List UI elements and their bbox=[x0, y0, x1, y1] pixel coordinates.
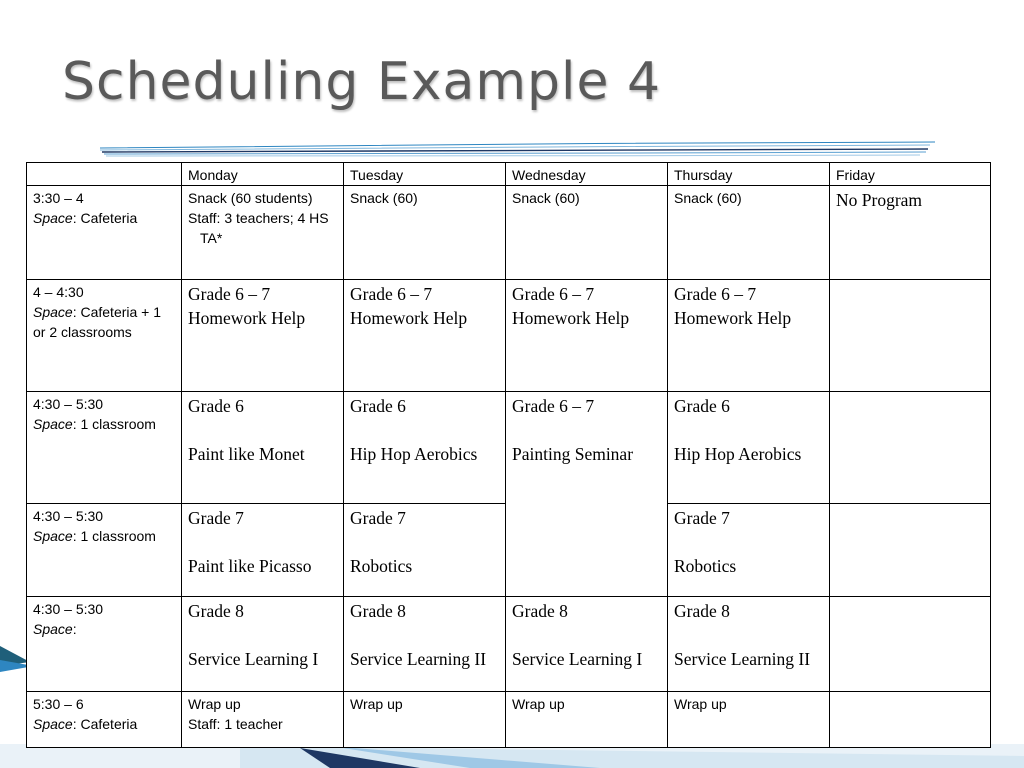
activity-label: Service Learning I bbox=[188, 649, 319, 669]
space-info bbox=[33, 619, 176, 639]
table-row bbox=[27, 392, 991, 504]
grade-label: Grade 6 bbox=[350, 396, 406, 416]
friday-cell bbox=[830, 392, 991, 504]
space-label: Space bbox=[33, 621, 73, 637]
grade-label: Grade 8 bbox=[674, 601, 730, 621]
staff-line: Staff: 3 teachers; 4 HS TA* bbox=[188, 210, 329, 246]
friday-cell bbox=[830, 692, 991, 748]
tuesday-cell bbox=[344, 597, 506, 692]
activity-label: Robotics bbox=[674, 556, 737, 576]
monday-cell bbox=[182, 186, 344, 280]
time-slot: 4 – 4:30 bbox=[33, 284, 84, 300]
title-underline-decoration bbox=[100, 140, 940, 160]
staff-line: Staff: 1 teacher bbox=[188, 716, 283, 732]
friday-cell: No Program bbox=[830, 186, 991, 280]
time-slot: 4:30 – 5:30 bbox=[33, 508, 104, 524]
wednesday-cell bbox=[506, 597, 668, 692]
friday-cell bbox=[830, 280, 991, 392]
grade-label: Grade 7 bbox=[674, 508, 730, 528]
space-info bbox=[33, 714, 176, 734]
schedule-table bbox=[26, 162, 991, 748]
tuesday-cell bbox=[344, 504, 506, 597]
space-value: : 1 classroom bbox=[72, 528, 156, 544]
activity-label: Service Learning I bbox=[512, 649, 643, 669]
wednesday-cell: Snack (60) bbox=[506, 186, 668, 280]
wednesday-cell: Wrap up bbox=[506, 692, 668, 748]
space-info bbox=[33, 414, 176, 434]
time-cell bbox=[27, 186, 182, 280]
activity-label: Hip Hop Aerobics bbox=[674, 444, 802, 464]
monday-cell bbox=[182, 504, 344, 597]
time-slot: 4:30 – 5:30 bbox=[33, 396, 104, 412]
time-cell bbox=[27, 692, 182, 748]
grade-label: Grade 7 bbox=[350, 508, 406, 528]
tuesday-cell bbox=[344, 392, 506, 504]
space-value: : Cafeteria bbox=[72, 716, 138, 732]
space-label: Space bbox=[33, 304, 73, 320]
activity-label: Service Learning II bbox=[674, 649, 811, 669]
table-row bbox=[27, 186, 991, 280]
header-thursday: Thursday bbox=[668, 163, 830, 186]
monday-cell bbox=[182, 597, 344, 692]
table-row bbox=[27, 692, 991, 748]
space-label: Space bbox=[33, 528, 73, 544]
space-label: Space bbox=[33, 210, 73, 226]
activity-line: Wrap up bbox=[188, 696, 241, 712]
grade-label: Grade 8 bbox=[188, 601, 244, 621]
time-slot: 5:30 – 6 bbox=[33, 696, 84, 712]
space-label: Space bbox=[33, 716, 73, 732]
header-tuesday: Tuesday bbox=[344, 163, 506, 186]
activity-label: Painting Seminar bbox=[512, 444, 634, 464]
space-value: : Cafeteria + 1 or 2 classrooms bbox=[33, 304, 162, 340]
tuesday-cell: Wrap up bbox=[344, 692, 506, 748]
table-row bbox=[27, 280, 991, 392]
tuesday-cell: Snack (60) bbox=[344, 186, 506, 280]
time-cell bbox=[27, 392, 182, 504]
monday-cell: Grade 6 – 7 Homework Help bbox=[182, 280, 344, 392]
thursday-cell bbox=[668, 392, 830, 504]
header-wednesday: Wednesday bbox=[506, 163, 668, 186]
header-corner-cell bbox=[27, 163, 182, 186]
time-cell bbox=[27, 504, 182, 597]
space-value: : Cafeteria bbox=[72, 210, 138, 226]
thursday-cell: Snack (60) bbox=[668, 186, 830, 280]
friday-cell bbox=[830, 597, 991, 692]
time-slot: 4:30 – 5:30 bbox=[33, 601, 104, 617]
grade-label: Grade 8 bbox=[350, 601, 406, 621]
header-monday: Monday bbox=[182, 163, 344, 186]
thursday-cell bbox=[668, 504, 830, 597]
activity-line: Snack (60 students) bbox=[188, 190, 313, 206]
grade-label: Grade 8 bbox=[512, 601, 568, 621]
monday-cell bbox=[182, 392, 344, 504]
space-info bbox=[33, 208, 176, 228]
grade-label: Grade 6 bbox=[188, 396, 244, 416]
wednesday-cell bbox=[506, 392, 668, 597]
thursday-cell bbox=[668, 597, 830, 692]
space-info bbox=[33, 302, 176, 342]
grade-label: Grade 6 bbox=[674, 396, 730, 416]
slide-title: Scheduling Example 4 bbox=[62, 52, 662, 112]
thursday-cell: Grade 6 – 7 Homework Help bbox=[668, 280, 830, 392]
space-value: : 1 classroom bbox=[72, 416, 156, 432]
monday-cell bbox=[182, 692, 344, 748]
activity-label: Service Learning II bbox=[350, 649, 487, 669]
tuesday-cell: Grade 6 – 7 Homework Help bbox=[344, 280, 506, 392]
header-friday: Friday bbox=[830, 163, 991, 186]
activity-label: Robotics bbox=[350, 556, 413, 576]
time-cell bbox=[27, 597, 182, 692]
thursday-cell: Wrap up bbox=[668, 692, 830, 748]
space-value: : bbox=[72, 621, 77, 637]
header-row bbox=[27, 163, 991, 186]
grade-label: Grade 7 bbox=[188, 508, 244, 528]
wednesday-cell: Grade 6 – 7 Homework Help bbox=[506, 280, 668, 392]
time-slot: 3:30 – 4 bbox=[33, 190, 84, 206]
activity-label: Paint like Monet bbox=[188, 444, 305, 464]
activity-label: Hip Hop Aerobics bbox=[350, 444, 478, 464]
time-cell bbox=[27, 280, 182, 392]
grade-label: Grade 6 – 7 bbox=[512, 396, 595, 416]
space-info bbox=[33, 526, 176, 546]
space-label: Space bbox=[33, 416, 73, 432]
friday-cell bbox=[830, 504, 991, 597]
activity-label: Paint like Picasso bbox=[188, 556, 312, 576]
table-row bbox=[27, 597, 991, 692]
